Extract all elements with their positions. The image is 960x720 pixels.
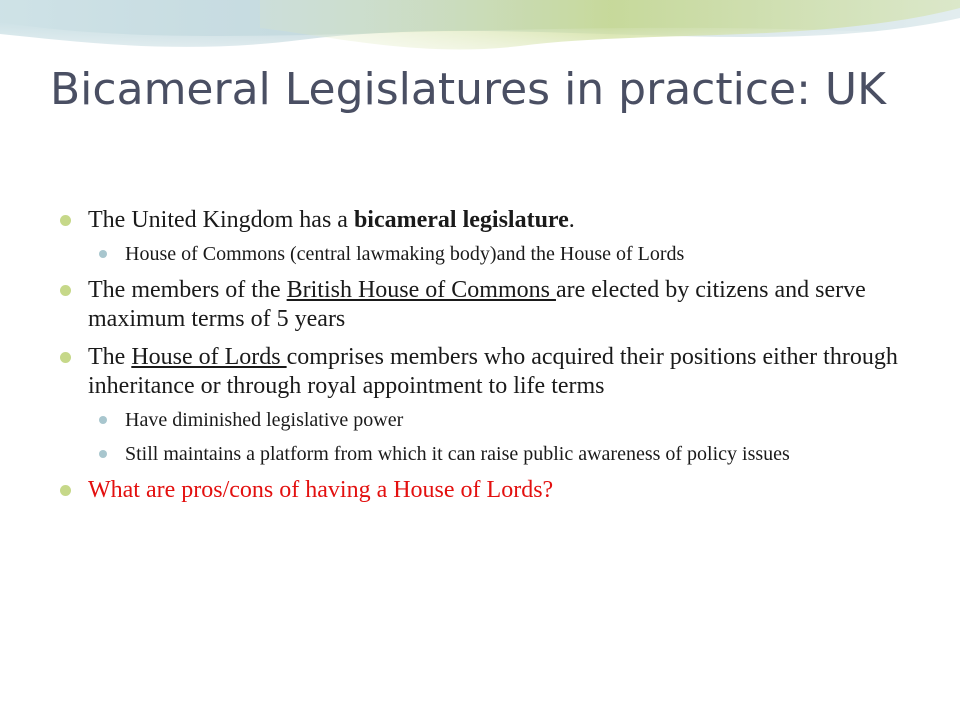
sub-bullet-list: [88, 408, 908, 466]
sub-bullet-list: [88, 242, 908, 266]
bullet-text: .: [568, 207, 575, 233]
bullet-emphasis: bicameral legislature: [353, 207, 569, 233]
bullet-underlined-term: House of Lords: [131, 344, 287, 370]
slide-body: [58, 206, 908, 514]
bullet-lords: [58, 343, 908, 466]
sub-bullet-platform: Still maintains a platform from which it can raise public awareness of policy issues: [88, 442, 908, 466]
bullet-list: [58, 206, 908, 505]
bullet-text: are elected by citizens and serve maximum terms of 5 years: [88, 277, 866, 332]
sub-bullet-houses: House of Commons (central lawmaking body)and the House of Lords: [88, 242, 908, 266]
bullet-text: The: [88, 344, 132, 370]
bullet-bicameral: [58, 206, 908, 266]
bullet-text: comprises members who acquired their positions either through inheritance or through royal appointment to life terms: [88, 344, 898, 399]
slide-title: Bicameral Legislatures in practice: UK: [50, 64, 886, 115]
bullet-underlined-term: British House of Commons: [286, 277, 556, 303]
bullet-question: What are pros/cons of having a House of Lords?: [58, 476, 908, 505]
bullet-text: The members of the: [88, 277, 287, 303]
bullet-text: The United Kingdom has a: [88, 207, 354, 233]
sub-bullet-diminished-power: Have diminished legislative power: [88, 408, 908, 432]
bullet-commons: [58, 276, 908, 334]
